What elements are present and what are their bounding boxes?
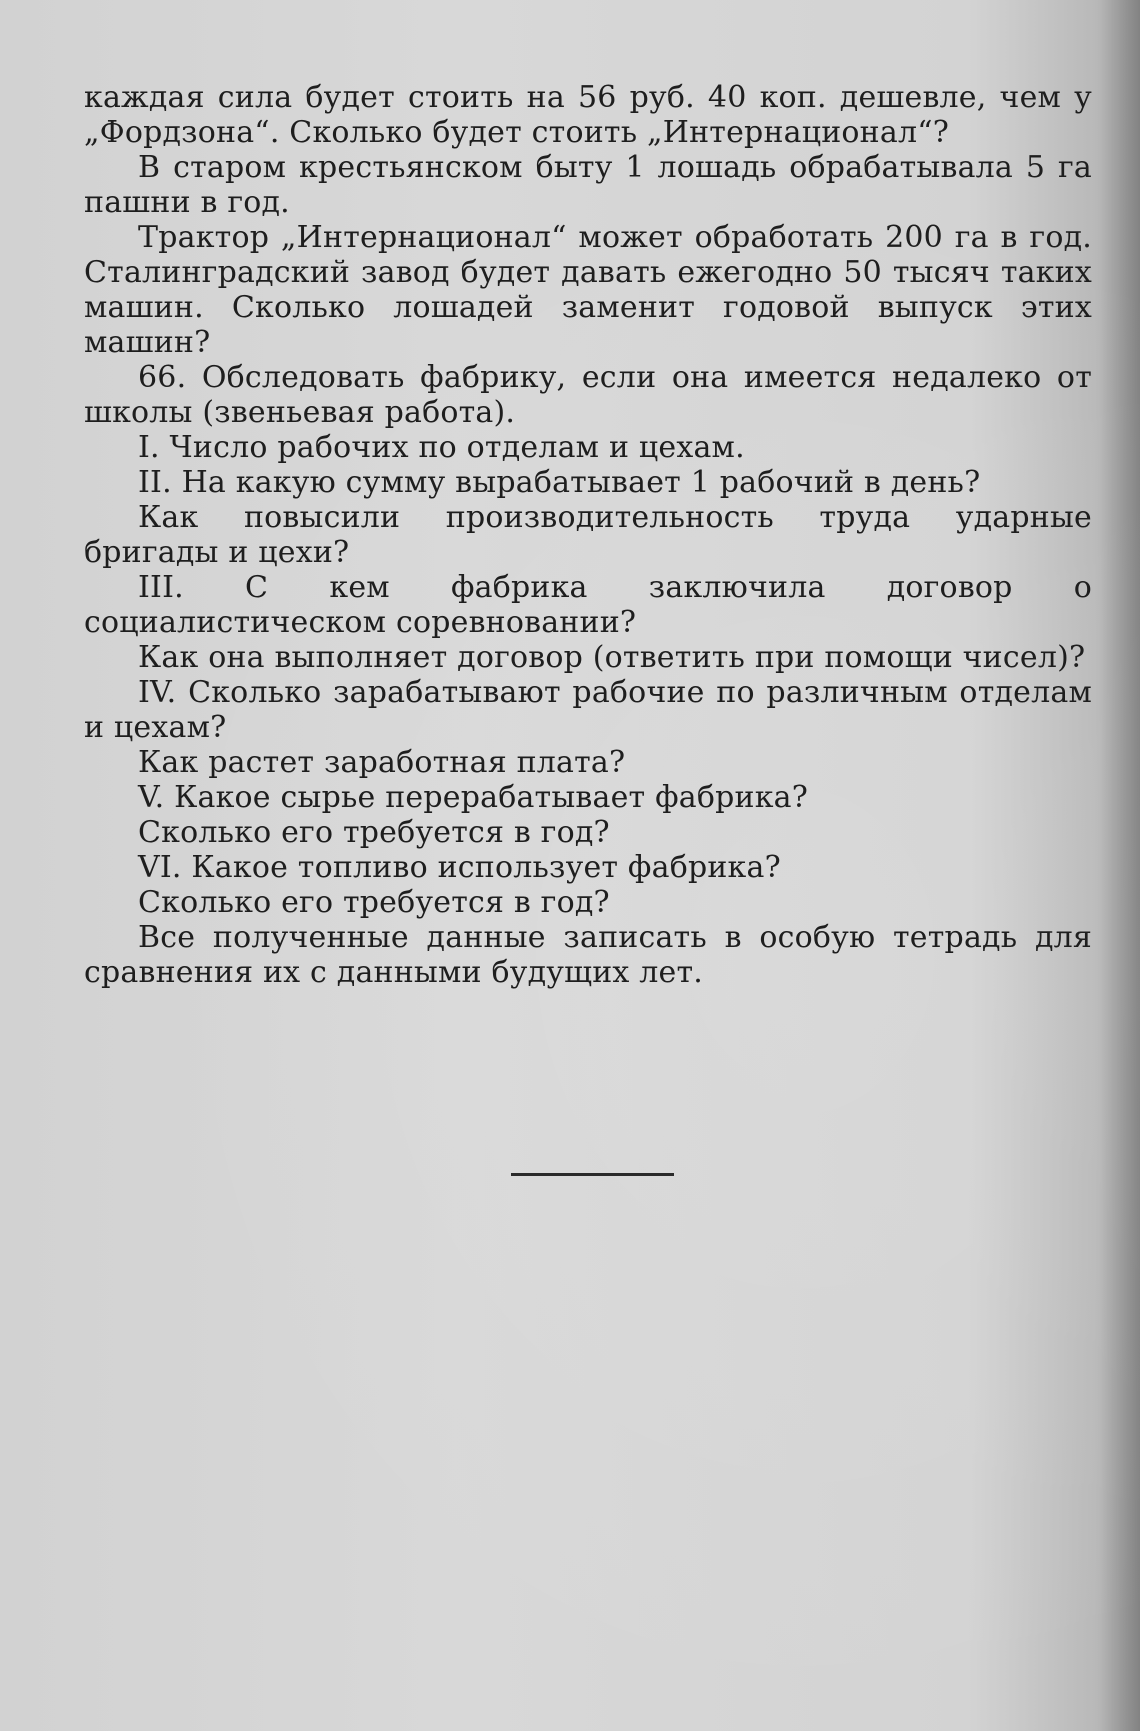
section-6-question: Сколько его требуется в год?	[138, 885, 610, 920]
page-text	[84, 80, 1092, 990]
section-6-item: VI. Какое топливо использует фабрика?	[138, 850, 781, 885]
section-2-question: Как повысили производительность труда ударные бригады и цехи?	[84, 500, 1092, 570]
closing-instruction: Все полученные данные записать в особую тетрадь для сравнения их с данными будущих лет.	[84, 920, 1092, 990]
section-divider-rule	[511, 1173, 674, 1176]
section-3-item: III. С кем фабрика заключила договор о социалистическом соревновании?	[84, 570, 1092, 640]
section-4-question: Как растет заработная плата?	[138, 745, 626, 780]
section-4-item: IV. Сколько зарабатывают рабочие по различным отделам и цехам?	[84, 675, 1092, 745]
paragraph-1: каждая сила будет стоить на 56 руб. 40 коп. дешевле, чем у „Фордзона“. Сколько будет стоить „Интернационал“?	[84, 80, 1092, 150]
section-3-question: Как она выполняет договор (ответить при помощи чисел)?	[138, 640, 1086, 675]
problem-66-paragraph: 66. Обследовать фабрику, если она имеется недалеко от школы (звеньевая работа).	[84, 360, 1092, 430]
paragraph-2: В старом крестьянском быту 1 лошадь обрабатывала 5 га пашни в год.	[84, 150, 1092, 220]
paragraph-3: Трактор „Интернационал“ может обработать 200 га в год. Сталинградский завод будет давать ежегодно 50 тысяч таких машин. Сколько лошадей заменит годовой выпуск этих машин?	[84, 220, 1092, 360]
section-1-item: I. Число рабочих по отделам и цехам.	[138, 430, 745, 465]
section-5-item: V. Какое сырье перерабатывает фабрика?	[138, 780, 809, 815]
section-2-item: II. На какую сумму вырабатывает 1 рабочий в день?	[138, 465, 981, 500]
section-5-question: Сколько его требуется в год?	[138, 815, 610, 850]
